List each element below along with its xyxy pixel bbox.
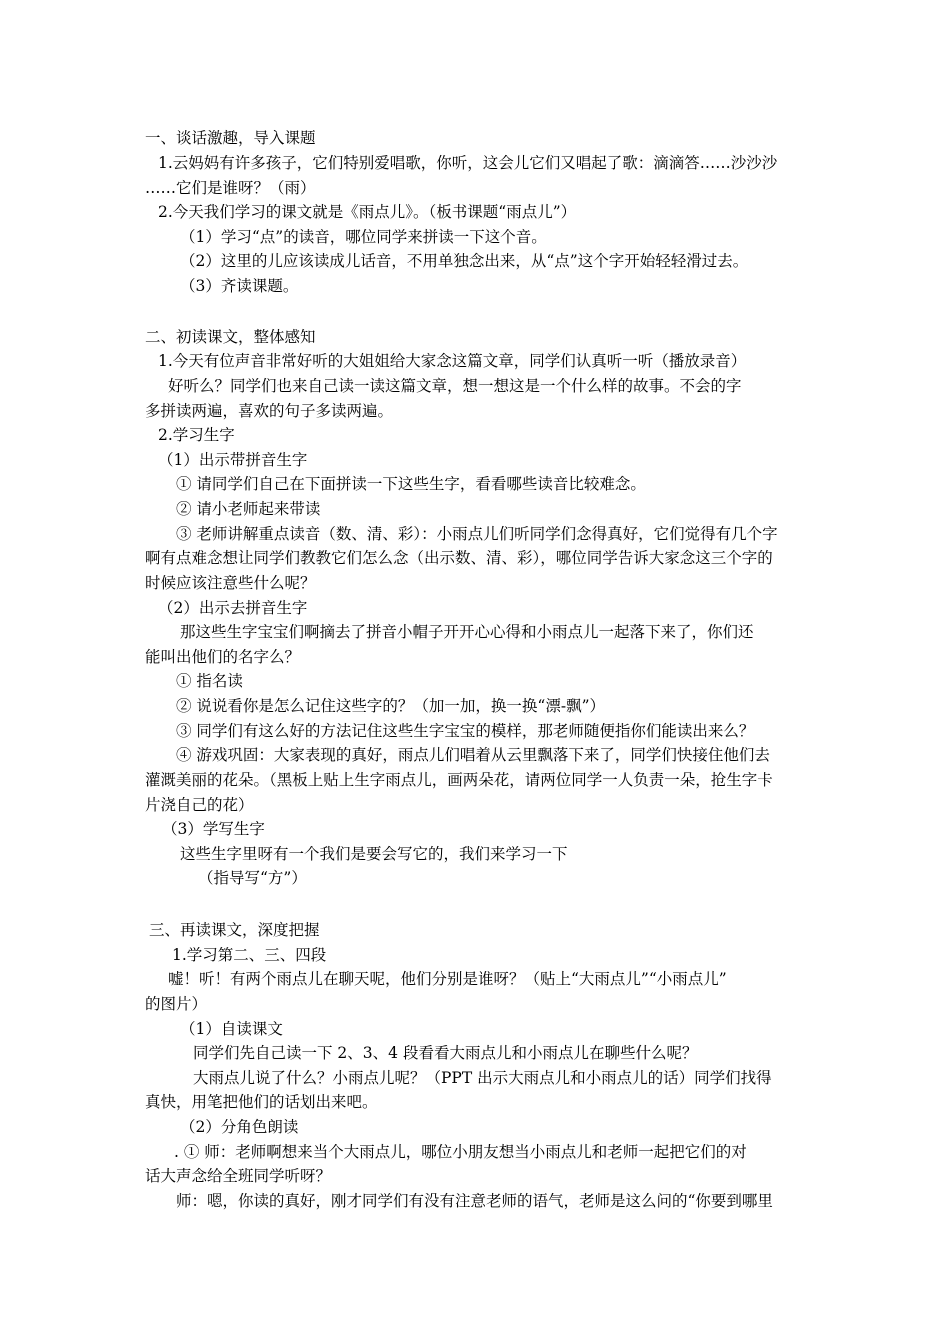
text-line: ② 请小老师起来带读	[176, 500, 321, 518]
text-line: 这些生字里呀有一个我们是要会写它的，我们来学习一下	[180, 845, 568, 863]
text-line: ③ 老师讲解重点读音（数、清、彩）：小雨点儿们听同学们念得真好，它们觉得有几个字	[176, 525, 778, 543]
text-line: ① 指名读	[176, 672, 243, 690]
text-line: ① 请同学们自己在下面拼读一下这些生字，看看哪些读音比较难念。	[176, 475, 646, 493]
text-line: 真快，用笔把他们的话划出来吧。	[145, 1093, 378, 1111]
text-line: 1.今天有位声音非常好听的大姐姐给大家念这篇文章，同学们认真听一听（播放录音）	[158, 352, 747, 370]
text-line: （3）学写生字	[162, 820, 265, 838]
text-line: 的图片）	[145, 995, 208, 1013]
section-heading-3: 三、再读课文，深度把握	[149, 921, 320, 939]
text-line: （2）这里的儿应该读成儿话音，不用单独念出来，从“点”这个字开始轻轻滑过去。	[180, 252, 749, 270]
text-line: 2.今天我们学习的课文就是《雨点儿》。（板书课题“雨点儿”）	[158, 203, 577, 221]
section-heading-2: 二、初读课文，整体感知	[145, 328, 316, 346]
text-line: （1）出示带拼音生字	[158, 451, 308, 469]
text-line: 话大声念给全班同学听呀？	[145, 1167, 332, 1185]
text-line: 多拼读两遍，喜欢的句子多读两遍。	[145, 402, 394, 420]
text-line: （1）学习“点”的读音，哪位同学来拼读一下这个音。	[180, 228, 547, 246]
text-line: 大雨点儿说了什么？小雨点儿呢？（PPT 出示大雨点儿和小雨点儿的话）同学们找得	[193, 1069, 772, 1087]
text-line: ③ 同学们有这么好的方法记住这些生字宝宝的模样，那老师随便指你们能读出来么？	[176, 722, 755, 740]
text-line: 2.学习生字	[158, 426, 235, 444]
text-line: ④ 游戏巩固：大家表现的真好，雨点儿们唱着从云里飘落下来了，同学们快接住他们去	[176, 746, 770, 764]
text-line: 好听么？同学们也来自己读一读这篇文章，想一想这是一个什么样的故事。不会的字	[168, 377, 742, 395]
text-line: 那这些生字宝宝们啊摘去了拼音小帽子开开心心得和小雨点儿一起落下来了，你们还	[180, 623, 754, 641]
text-line: （2）分角色朗读	[180, 1118, 299, 1136]
text-line: 片浇自己的花）	[145, 796, 254, 814]
text-line: 灌溉美丽的花朵。（黑板上贴上生字雨点儿，画两朵花，请两位同学一人负责一朵，抢生字卡	[145, 771, 773, 789]
text-line: 啊有点难念想让同学们教教它们怎么念（出示数、清、彩），哪位同学告诉大家念这三个字的	[145, 549, 773, 567]
text-line: （3）齐读课题。	[180, 277, 299, 295]
text-line: （指导写“方”）	[198, 869, 307, 887]
text-line: 时候应该注意些什么呢？	[145, 574, 316, 592]
text-line: （1）自读课文	[180, 1020, 283, 1038]
text-line: ② 说说看你是怎么记住这些字的？（加一加，换一换“漂-飘”）	[176, 697, 606, 715]
text-line: . ① 师：老师啊想来当个大雨点儿，哪位小朋友想当小雨点儿和老师一起把它们的对	[174, 1143, 747, 1161]
text-line: ……它们是谁呀？（雨）	[145, 179, 316, 197]
text-line: 能叫出他们的名字么？	[145, 648, 301, 666]
text-line: 师：嗯，你读的真好，刚才同学们有没有注意老师的语气，老师是这么问的“你要到哪里	[176, 1192, 773, 1210]
text-line: 1.云妈妈有许多孩子，它们特别爱唱歌，你听，这会儿它们又唱起了歌：滴滴答……沙沙沙	[158, 154, 778, 172]
section-heading-1: 一、谈话激趣，导入课题	[145, 129, 316, 147]
text-line: 嘘！听！有两个雨点儿在聊天呢，他们分别是谁呀？（贴上“大雨点儿”“小雨点儿”	[168, 970, 727, 988]
text-line: （2）出示去拼音生字	[158, 599, 308, 617]
text-line: 1.学习第二、三、四段	[172, 946, 327, 964]
text-line: 同学们先自己读一下 2、3、4 段看看大雨点儿和小雨点儿在聊些什么呢？	[193, 1044, 698, 1062]
